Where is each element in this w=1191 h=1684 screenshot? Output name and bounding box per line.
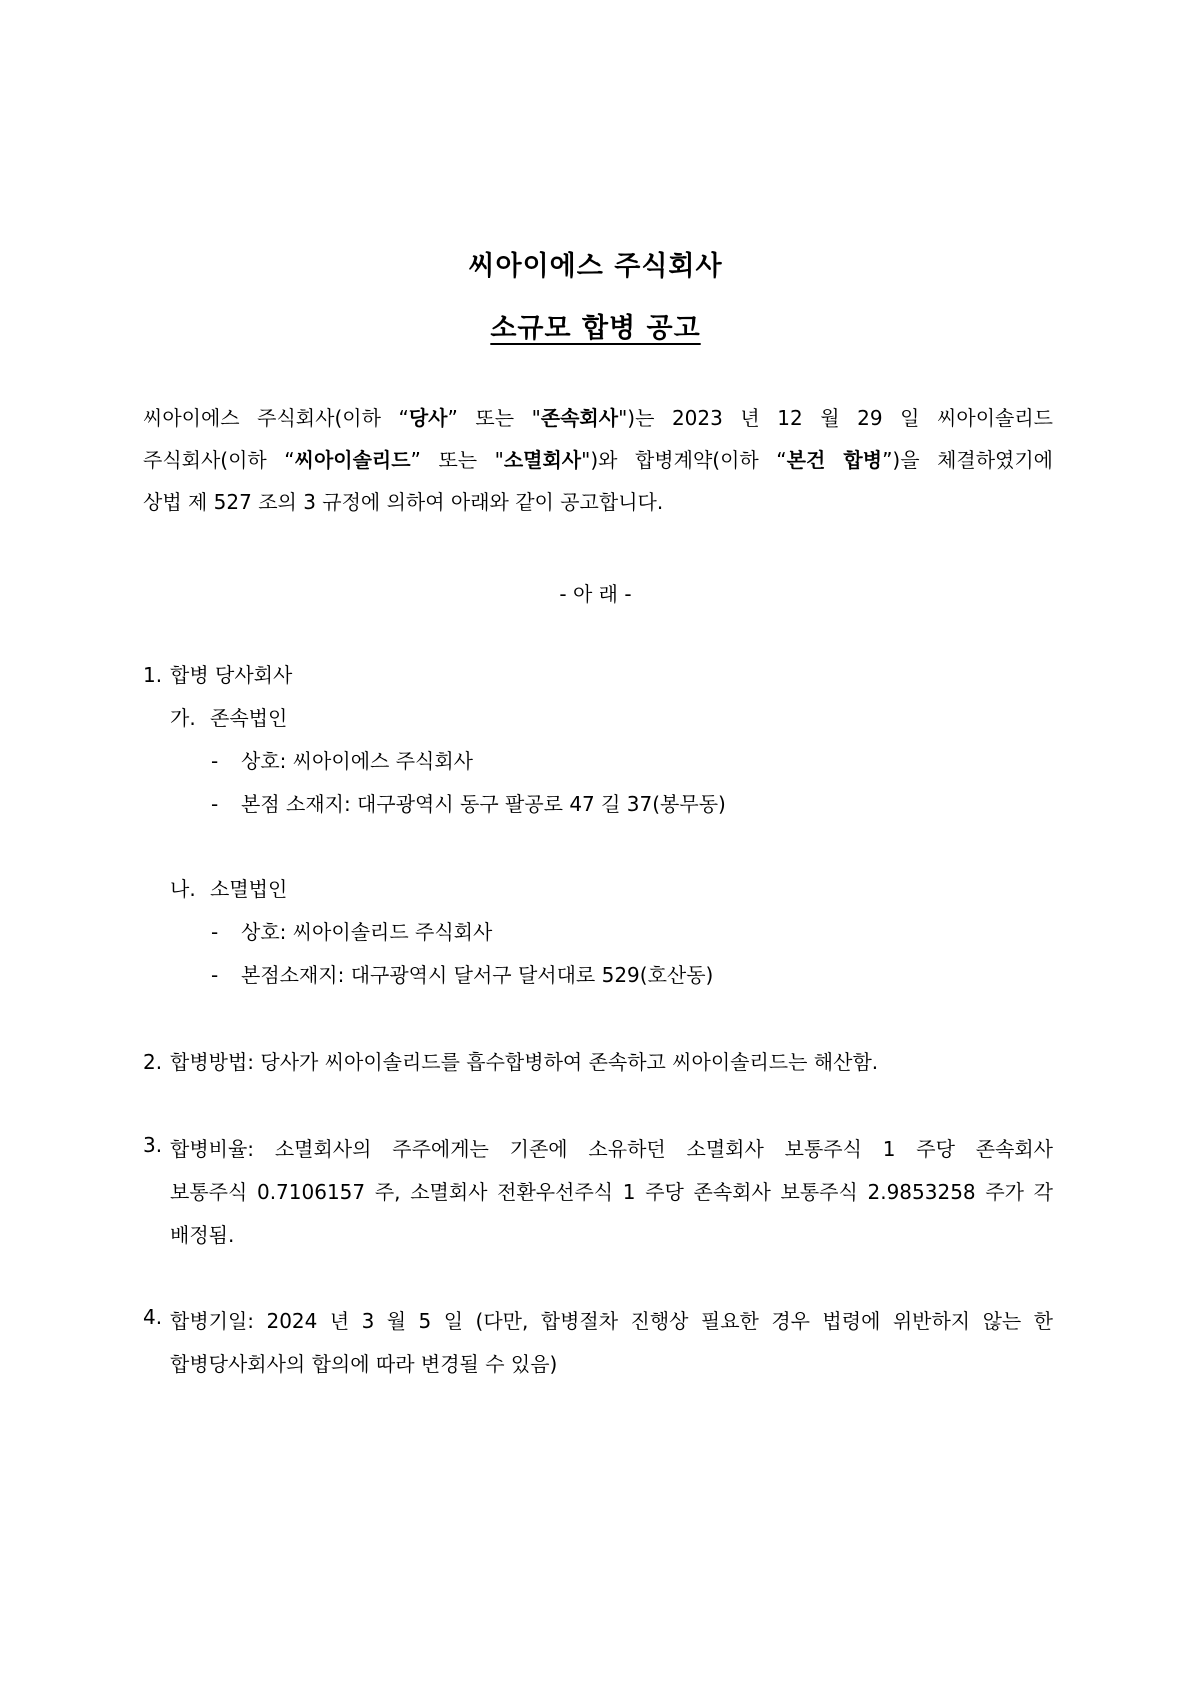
company-title: 씨아이에스 주식회사: [468, 251, 723, 282]
section-4-number: 4.: [143, 1305, 163, 1329]
subsection-marker: 가.: [170, 706, 196, 730]
section-3-number: 3.: [143, 1133, 163, 1157]
intro-text: ”)을 체결하였기에: [882, 448, 1054, 472]
intro-text: ")와 합병계약(이하 “: [581, 448, 787, 472]
intro-line-2: [143, 439, 1053, 481]
list-dash: -: [211, 749, 219, 773]
list-item: [211, 959, 713, 988]
section-title: 합병 당사회사: [170, 663, 293, 687]
section-3-line-3: 배정됨.: [170, 1223, 235, 1247]
list-item-text: 본점 소재지: 대구광역시 동구 팔공로 47 길 37(봉무동): [241, 792, 726, 816]
section-4-line-1: 합병기일: 2024 년 3 월 5 일 (다만, 합병절차 진행상 필요한 경우 법령에 위반하지 않는 한: [170, 1309, 1053, 1333]
list-item-text: 본점소재지: 대구광역시 달서구 달서대로 529(호산동): [241, 963, 714, 987]
subsection-extinguished-heading: [170, 873, 287, 902]
section-3-line-2: 보통주식 0.7106157 주, 소멸회사 전환우선주식 1 주당 존속회사 보통주식 2.9853258 주가 각: [170, 1180, 1053, 1204]
subsection-title: 소멸법인: [210, 877, 288, 901]
defined-term-merger: 본건 합병: [786, 448, 883, 472]
section-number: 2.: [143, 1050, 163, 1074]
intro-line-1: [143, 397, 1053, 439]
intro-paragraph: [143, 397, 1053, 523]
section-text: 합병방법: 당사가 씨아이솔리드를 흡수합병하여 존속하고 씨아이솔리드는 해산함.: [170, 1050, 879, 1074]
intro-text: 주식회사(이하 “: [143, 448, 295, 472]
defined-term-company: 당사: [408, 406, 448, 430]
intro-text: ” 또는 ": [447, 406, 541, 430]
list-dash: -: [211, 920, 219, 944]
section-number: 1.: [143, 663, 163, 687]
notice-title: [0, 306, 1191, 345]
section-2: [143, 1046, 878, 1075]
intro-text: ” 또는 ": [410, 448, 504, 472]
intro-line-3: 상법 제 527 조의 3 규정에 의하여 아래와 같이 공고합니다.: [143, 490, 664, 514]
defined-term-surviving: 존속회사: [540, 406, 619, 430]
list-item: [211, 745, 473, 774]
section-4-line-2: 합병당사회사의 합의에 따라 변경될 수 있음): [170, 1352, 558, 1376]
list-item-text: 상호: 씨아이솔리드 주식회사: [241, 920, 493, 944]
subsection-title: 존속법인: [210, 706, 288, 730]
intro-text: ")는 2023 년 12 월 29 일 씨아이솔리드: [618, 406, 1053, 430]
defined-term-ci-solid: 씨아이솔리드: [294, 448, 411, 472]
list-item-text: 상호: 씨아이에스 주식회사: [241, 749, 473, 773]
list-item: [211, 916, 492, 945]
below-heading: - 아 래 -: [559, 582, 632, 606]
notice-title-text: 소규모 합병 공고: [490, 313, 701, 344]
list-dash: -: [211, 792, 219, 816]
list-item: [211, 788, 726, 817]
section-3-line-1: 합병비율: 소멸회사의 주주에게는 기존에 소유하던 소멸회사 보통주식 1 주당 존속회사: [170, 1137, 1053, 1161]
defined-term-extinguished: 소멸회사: [503, 448, 582, 472]
section-1-heading: [143, 659, 292, 688]
subsection-marker: 나.: [170, 877, 196, 901]
subsection-surviving-heading: [170, 702, 287, 731]
list-dash: -: [211, 963, 219, 987]
intro-text: 씨아이에스 주식회사(이하 “: [143, 406, 409, 430]
